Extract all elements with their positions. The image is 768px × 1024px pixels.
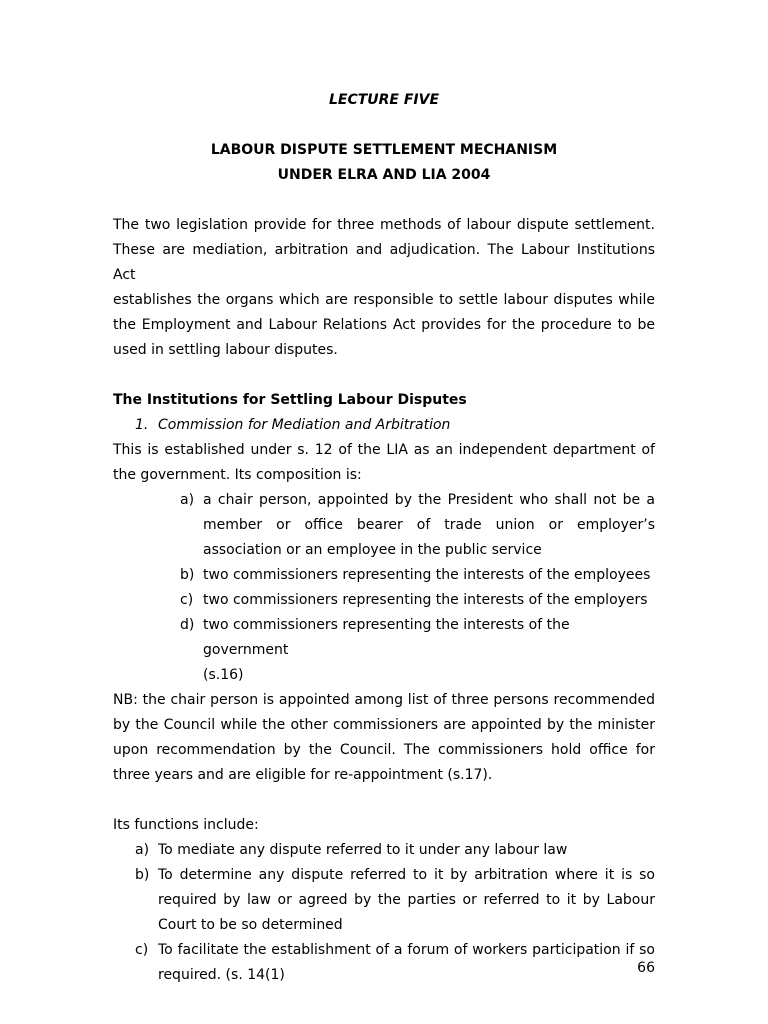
functions-intro: Its functions include: xyxy=(113,817,259,833)
document-page xyxy=(113,88,655,988)
intro-line: establishes the organs which are responsible to settle labour disputes while xyxy=(113,292,655,308)
list-item-line: required by law or agreed by the parties or referred to it by Labour xyxy=(158,892,655,908)
nb-line: by the Council while the other commissioners are appointed by the minister xyxy=(113,717,655,733)
list-item-line: required. (s. 14(1) xyxy=(158,967,285,983)
intro-line: used in settling labour disputes. xyxy=(113,342,338,358)
list-item-line: association or an employee in the public service xyxy=(203,542,542,558)
page-number: 66 xyxy=(637,960,655,976)
list-item-line: two commissioners representing the interests of the employees xyxy=(203,567,651,583)
list-marker: b) xyxy=(135,867,150,883)
functions-list xyxy=(113,838,655,988)
list-marker: d) xyxy=(180,617,195,633)
lecture-label: LECTURE FIVE xyxy=(328,92,440,108)
subheading-number: 1. xyxy=(135,417,149,433)
list-item xyxy=(113,613,655,688)
list-item xyxy=(113,838,655,863)
list-item-line: Court to be so determined xyxy=(158,917,343,933)
nb-line: upon recommendation by the Council. The commissioners hold office for xyxy=(113,742,655,758)
list-marker: a) xyxy=(180,492,195,508)
established-line: This is established under s. 12 of the LIA as an independent department of xyxy=(113,442,655,458)
intro-line: The two legislation provide for three methods of labour dispute settlement. xyxy=(113,217,655,233)
list-item-line: To determine any dispute referred to it by arbitration where it is so xyxy=(158,867,655,883)
subheading-text: Commission for Mediation and Arbitration xyxy=(158,417,451,433)
list-item xyxy=(113,588,655,613)
intro-paragraph xyxy=(113,213,655,363)
section-heading: The Institutions for Settling Labour Disputes xyxy=(113,392,467,408)
list-item-line: two commissioners representing the interests of the employers xyxy=(203,592,648,608)
list-item-line: two commissioners representing the interests of the government xyxy=(203,617,570,658)
intro-line: the Employment and Labour Relations Act provides for the procedure to be xyxy=(113,317,655,333)
nb-line: three years and are eligible for re-appointment (s.17). xyxy=(113,767,493,783)
list-item xyxy=(113,488,655,563)
list-item-line: (s.16) xyxy=(203,667,244,683)
list-marker: c) xyxy=(135,942,149,958)
nb-line: NB: the chair person is appointed among list of three persons recommended xyxy=(113,692,655,708)
composition-list xyxy=(113,488,655,688)
subheading xyxy=(113,413,655,438)
title-line-2: UNDER ELRA AND LIA 2004 xyxy=(277,167,491,183)
list-marker: b) xyxy=(180,567,195,583)
list-item-line: a chair person, appointed by the President who shall not be a xyxy=(203,492,655,508)
list-item xyxy=(113,938,655,988)
list-marker: c) xyxy=(180,592,194,608)
intro-line: These are mediation, arbitration and adjudication. The Labour Institutions Act xyxy=(113,242,655,283)
list-item-line: To mediate any dispute referred to it under any labour law xyxy=(158,842,568,858)
list-item xyxy=(113,563,655,588)
list-item-line: member or office bearer of trade union or employer’s xyxy=(203,517,655,533)
nb-paragraph xyxy=(113,688,655,788)
list-marker: a) xyxy=(135,842,150,858)
title-line-1: LABOUR DISPUTE SETTLEMENT MECHANISM xyxy=(210,142,558,158)
list-item-line: To facilitate the establishment of a forum of workers participation if so xyxy=(158,942,655,958)
list-item xyxy=(113,863,655,938)
established-line: the government. Its composition is: xyxy=(113,467,362,483)
